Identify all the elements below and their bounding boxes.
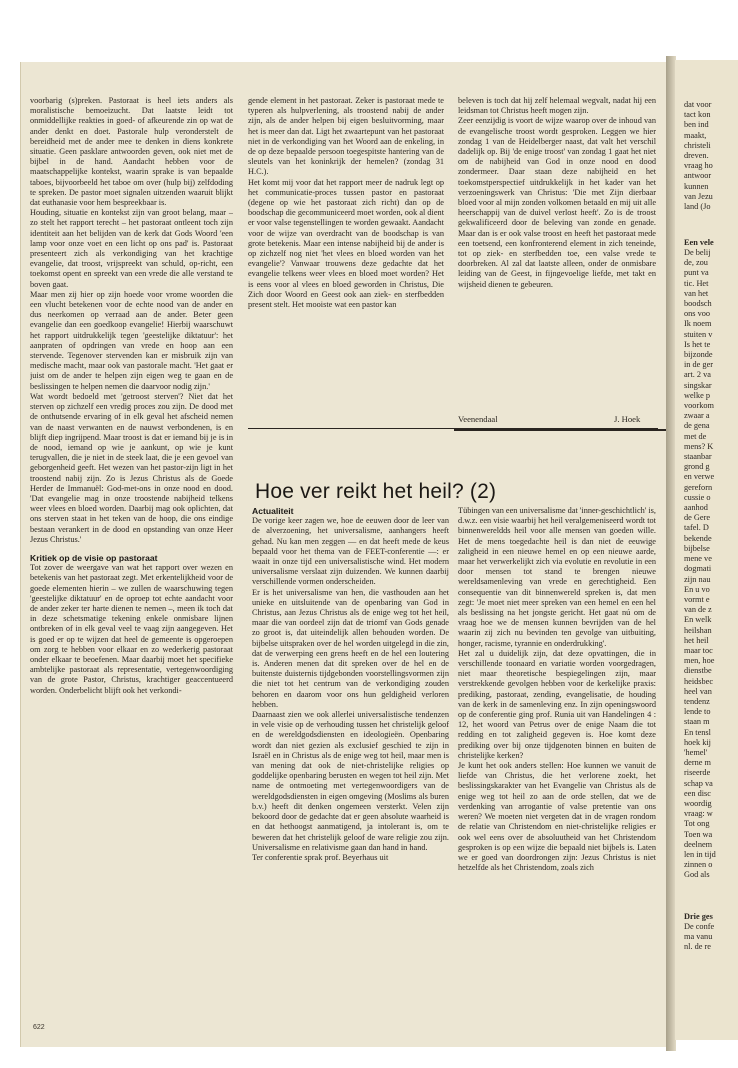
next-page-line: zijn nau: [684, 574, 711, 584]
next-page-line: tafel. D: [684, 523, 709, 533]
next-page-line: kunnen: [684, 181, 709, 191]
next-page-line: En welk: [684, 615, 712, 625]
next-page-line: staan m: [684, 717, 710, 727]
paragraph: Tot zover de weergave van wat het rapport over wezen en betekenis van het pastoraat zegt. Met erkentelijkheid voor de goede elementen hierin – we zullen de waarschuwing tegen 'geestelijke diktatuur' en de oproep tot echte aandacht voor de ander zeker ter harte dienen te nemen –, meen ik toch dat in deze schetsmatige tekening enkele onmisbare lijnen ontbreken of in elk geval veel te vaag zijn aangegeven. Het is goed er op te wijzen dat heel de gemeente is opgeroepen om zorg te hebben voor elkaar en zo wederkerig pastoraat onder elkaar te beoefenen. Maar daarbij moet het specifieke ambtelijke pastoraat als representatie, vertegenwoordiging van de grote Pastor, Christus, krachtiger geaccentueerd worden. Onderbelicht blijft ook het verkondi-: [30, 563, 233, 695]
next-page-line: van Jezu: [684, 191, 713, 201]
next-page-line: punt va: [684, 268, 709, 278]
paragraph: beleven is toch dat hij zelf helemaal wegvalt, nadat hij een leidsman tot Christus heeft mogen zijn.: [458, 96, 656, 116]
next-page-heading-1: Een vele: [684, 238, 714, 247]
next-page-line: land (Jo: [684, 202, 711, 212]
next-page-line: maar toc: [684, 645, 713, 655]
paragraph: Tübingen van een universalisme dat 'inner-geschichtlich' is, d.w.z. een visie waarbij het heil veralgemeniseerd wordt tot binnenwereldds heil voor alle mensen van goeden wille. Het de mens toegedachte heil is dan niet de eeuwige zaligheid in een nieuwe hemel en op een nieuwe aarde, maar het verwerkelijkt zich via evolutie en revolutie in een door mensen tot stand te brengen nieuwe wereldsamenleving van vrede en gerechtigheid. Een consequentie van dit binnenwereld spreken is, dat men zegt: 'Je moet niet meer spreken van een hemel en een hel als beslissing na het jongste gericht. Het gaat nú om de vraag hoe we de mensen kunnen bevrijden van de hel waarin zij zich nu bevinden ten gevolge van uitbuiting, honger, racisme, tyrannie en onderdrukking'.: [458, 506, 656, 648]
next-page-line: heilshan: [684, 625, 712, 635]
next-page-line: woordig: [684, 798, 712, 808]
top-column-2: [248, 96, 444, 426]
next-page-line: van de z: [684, 605, 712, 615]
next-page-line: boodsch: [684, 299, 712, 309]
paragraph: Daarnaast zien we ook allerlei universalistische tendenzen in vele visie op de verhouding tussen het christelijk geloof en de wereldgodsdiensten en ideologieën. Openbaring wordt dan niet gezien als exclusief geschied te zijn in Israël en in Christus als de enige weg tot heil, maar men is van mening dat ook de niet-christelijke religies op goddelijke openbaring berusten en wegen tot heil zijn. Met name de ontmoeting met vertegenwoordigers van de wereldgodsdiensten in eigen omgeving (Moslims als buren b.v.) heeft dit denken ongemeen versterkt. Velen zijn bekoord door de gedachte dat er geen absolute waarheid is en dat hethoogst aanmatigend, ja intolerant is, om te beweren dat het christelijk geloof de ware religie zou zijn. Universalisme en relativisme gaan dan hand in hand.: [252, 710, 449, 852]
paragraph: Maar men zij hier op zijn hoede voor vrome woorden die een vlucht betekenen voor de echte nood van de ander en dus neerkomen op verraad aan de ander. Beter geen evangelie dan een goedkoop evangelie! Hierbij waarschuwt het rapport uitdrukkelijk tegen 'geestelijke diktatuur': het aanpraten of opdringen van vrede en hoop aan een stervende. Tegenover stervenden kan er misbruik zijn van medische macht, maar ook van pastorale macht. 'Het gaat er juist om de ander te helpen zijn eigen weg te gaan en de beslissingen te helpen nemen die daarvoor nodig zijn.': [30, 289, 233, 391]
next-page-line: Ik noem: [684, 319, 712, 329]
top-column-1: [30, 96, 233, 1016]
next-page-line: derne m: [684, 758, 711, 768]
paragraph: Zeer eenzijdig is voort de wijze waarop over de inhoud van de evangelische troost wordt gesproken. Leggen we hier zondag 1 van de Heidelberger naast, dat valt het verschil dadelijk op. Bij 'de enige troost' van zondag 1 gaat het niet om de nabijheid van God in onze nood en dood zondermeer. Daar staan deze nabijheid en het toekomstperspectief uitdrukkelijk in het kader van het verzoeningswerk van Christus: 'Die met Zijn dierbaar bloed voor al mijn zonden volkomen betaald en mij uit alle heerschappij van de duivel verlost heeft'. Zo is de troost gekwalificeerd door de beleving van zonde en genade. Maar dan is er ook valse troost en heeft het pastoraat mede een toetsend, een konfronterend element in zich teneinde, tot op ziek- en sterfbedden toe, een valse vrede te doorbreken. Al zal dat laatste alleen, onder de onmisbare leiding van de Geest, in fijngevoelige liefde, met takt en wijsheid dienen te gebeuren.: [458, 116, 656, 289]
next-page-line: vraag: w: [684, 809, 713, 819]
next-page-line: grond g: [684, 462, 710, 472]
paragraph: Er is het universalisme van hen, die vasthouden aan het unieke en uitsluitende van de openbaring van God in Christus, aan Jezus Christus als de enige weg tot het heil, maar die van oordeel zijn dat de triomf van Gods genade zo groot is, dat uiteindelijk allen behouden worden. De bijbelse uitspraken over de hel worden uitgelegd in die zin, dat de verwerping een grens heeft en de hel een loutering is. Anderen menen dat dit spreken over de hel en de buitenste duisternis tijdgebonden voorstellingsvormen zijn die niet tot het centrum van de verkondiging zouden behoren en daarom voor ons hun geldigheid verloren hebben.: [252, 587, 449, 709]
next-page-line: bekende: [684, 533, 712, 543]
next-page-line: bijbelse: [684, 543, 710, 553]
section-divider: [454, 429, 666, 431]
next-page-line: aanhod: [684, 503, 708, 513]
next-page-line: het heil: [684, 635, 709, 645]
paragraph: voorbarig (s)preken. Pastoraat is heel iets anders als moralistische bemoeizucht. Dat laatste leidt tot onmiddellijke reakties in goed- of afkeurende zin op wat de ander denkt en doet. Pastorale hulp veronderstelt de bereidheid met de ander mee te denken in diens konkrete situatie. Geen pasklare antwoorden geven, ook niet met de bijbel in de hand. Aandacht hebben voor de maatschappelijke kontekst, waarin sprake is van bepaalde taboes, bijvoorbeeld het taboe om over (hulp bij) zelfdoding te spreken. De pastor moet signalen uitzenden waaruit blijkt dat euthanasie voor hem bespreekbaar is.: [30, 96, 233, 208]
next-page-line: dogmati: [684, 564, 712, 574]
next-page-line: vraag ho: [684, 161, 713, 171]
next-page-line: De confe: [684, 922, 715, 931]
next-page-line: heidsbec: [684, 676, 714, 686]
next-page-column-bottom: [684, 922, 738, 953]
next-page-line: de Gere: [684, 513, 711, 523]
next-page-line: bijzonde: [684, 350, 713, 360]
next-page-line: En tensl: [684, 727, 711, 737]
next-page-line: stuiten v: [684, 329, 713, 339]
next-page-line: van het: [684, 288, 709, 298]
next-page-line: tact kon: [684, 110, 711, 120]
next-page-line: in de ger: [684, 360, 714, 370]
next-page-line: gereforn: [684, 482, 713, 492]
next-page-line: 'hemel': [684, 747, 708, 757]
next-page-line: nl. de re: [684, 942, 711, 952]
next-page-line: cussie o: [684, 492, 711, 502]
next-page-line: Tot ong: [684, 819, 710, 829]
paragraph: gende element in het pastoraat. Zeker is pastoraat mede te typeren als hulpverlening, als troostend nabij de ander zijn, als de ander helpen bij eigen besluitvorming, maar het is meer dan dat. Ligt het zwaartepunt van het pastoraat niet in de verkondiging van het Woord aan de enkeling, in de op deze bepaalde persoon toegespitste hantering van de sleutels van het koninkrijk der hemelen? (zondag 31 H.C.).: [248, 96, 444, 177]
next-page-line: Is het te: [684, 339, 711, 349]
next-page-line: tendenz: [684, 696, 710, 706]
signature-place: Veenendaal: [458, 414, 498, 424]
next-page-line: Toen wa: [684, 829, 713, 839]
next-page-line: singskar: [684, 380, 712, 390]
next-page-line: ben ind: [684, 120, 709, 130]
next-page-line: mene ve: [684, 554, 712, 564]
next-page-line: ons voo: [684, 309, 711, 319]
next-page-line: ma vanu: [684, 932, 713, 942]
next-page-line: De belij: [684, 248, 711, 257]
paragraph: Het komt mij voor dat het rapport meer de nadruk legt op het communicatie-proces tussen pastor en pastoraat (degene op wie het pastoraat zich richt) dan op de boodschap die gecommuniceerd moet worden, ook al dient er voor valse tegenstellingen te worden gewaakt. Aandacht voor de wijze van overdracht van de boodschap is van grote betekenis. Maar een intense nabijheid bij de ander is op zichzelf nog niet 'het vlees en bloed worden van het evangelie'? Vanwaar trouwens deze gedachte dat het evangelie telkens weer vlees en bloed moet worden? Het is eens voor al vlees en bloed geworden in Christus, Die Zich door Woord en Geest ook aan ziek- en sterfbedden present stelt. Het mooiste wat een pastor kan: [248, 177, 444, 310]
paragraph: Houding, situatie en kontekst zijn van groot belang, maar – zo stelt het rapport terecht – het pastoraat ontleent toch zijn identiteit aan het belijden van de kerk dat Gods Woord 'een lamp voor onze voet en een licht op ons pad' is. Pastoraat presenteert zich als verkondiging van het krachtige evangelie, dat troost, vrijspreekt van schuld, op-richt, een toekomst opent en spreekt van een vrede die alle verstand te boven gaat.: [30, 208, 233, 289]
next-page-line: riseerde: [684, 768, 711, 778]
next-page-line: christeli: [684, 140, 711, 150]
next-page-line: art. 2 va: [684, 370, 711, 380]
next-page-line: een disc: [684, 788, 711, 798]
next-page-line: lende to: [684, 707, 711, 717]
next-page-line: maakt,: [684, 130, 707, 140]
article-title: Hoe ver reikt het heil? (2): [255, 480, 497, 503]
paragraph: De vorige keer zagen we, hoe de eeuwen door de leer van de alverzoening, het universalisme, aanhangers heeft gehad. Nu kan men zeggen — en dat heeft mede de keus bepaald voor het thema van de FEET-conferentie —: er waait in onze tijd een universalistische wind. Het modern universalisme verslaat zijn duizenden. We kunnen daarbij verschillende vormen onderscheiden.: [252, 516, 449, 587]
paragraph: Ter conferentie sprak prof. Beyerhaus uit: [252, 852, 389, 862]
next-page-line: dienstbe: [684, 666, 712, 676]
next-page-line: dreven.: [684, 151, 709, 161]
next-page-line: welke p: [684, 390, 711, 400]
next-page-line: men, hoe: [684, 656, 715, 666]
next-page-line: mens? K: [684, 441, 714, 451]
next-page-line: antwoor: [684, 171, 712, 181]
next-page-line: de gena: [684, 421, 710, 431]
next-page-line: met de: [684, 431, 707, 441]
next-page-heading-2: Drie ges: [684, 912, 713, 921]
next-page-line: zinnen o: [684, 860, 713, 870]
next-page-line: zwaar a: [684, 411, 710, 421]
next-page-line: en verwe: [684, 472, 715, 482]
next-page-line: hoek kij: [684, 737, 711, 747]
signature-author: J. Hoek: [614, 414, 641, 424]
next-page-line: tic. Het: [684, 278, 709, 288]
next-page-line: staanbar: [684, 452, 712, 462]
next-page-line: de, zou: [684, 258, 708, 268]
top-column-3: [458, 96, 656, 396]
next-page-line: voorkom: [684, 401, 714, 411]
bottom-column-2: [458, 506, 656, 1018]
next-page-line: deelnem: [684, 839, 713, 849]
sub-heading-kritiek: Kritiek op de visie op pastoraat: [30, 552, 158, 563]
next-page-column-top: [684, 100, 738, 212]
next-page-line: len in tijd: [684, 849, 716, 859]
bottom-column-1: [252, 506, 449, 1018]
next-page-column-mid: [684, 248, 738, 881]
paragraph: Het zal u duidelijk zijn, dat deze opvattingen, die in verschillende toonaard en variatie worden voorgedragen, niet maar theoretische bespiegelingen zijn, maar verstrekkende gevolgen hebben voor de kerkelijke praxis: prediking, pastoraat, zending, evangelisatie, de houding van de kerk in de samenleving enz. In zijn openingswoord op de conferentie ging prof. Runia uit van Handelingen 4 : 12, het woord van Petrus over de enige Naam die tot redding en tot zaligheid gegeven is. Hoe komt deze prediking over bij onze tijdgenoten binnen en buiten de christelijke kerken?: [458, 648, 656, 760]
next-page-line: dat voor: [684, 100, 712, 109]
next-page-line: God als: [684, 870, 710, 880]
sub-heading-actualiteit: Actualiteit: [252, 506, 294, 516]
next-page-line: En u vo: [684, 584, 710, 594]
next-page-line: heel van: [684, 686, 712, 696]
paragraph: Wat wordt bedoeld met 'getroost sterven'? Niet dat het sterven op zichzelf een vredig proces zou zijn. De dood met de onthutsende ervaring of in elk geval het afscheid nemen van de naast verwanten en de nauwst verbondenen, is en blijft diep ingrijpend. Maar troost is dat er iemand bij je is in de nood, iemand op wie je aankunt, op wie je kunt terugvallen, die je niet in de steek laat, die je een gevoel van geborgenheid geeft. Het wezen van het pastor-zijn ligt in het troostend nabij zijn. Zo is Jezus Christus als de Goede Herder de Immanuël: God-met-ons in onze nood en dood. 'Dat evangelie mag in onze troostende nabijheid telkens weer vlees en bloed worden. Daarbij mag ook oplichten, dat ons sterven staat in het teken van de hoop, die ons eindige bestaan verankert in de dood en opstanding van onze Heer Jezus Christus.': [30, 391, 233, 544]
next-page-line: vormt e: [684, 594, 710, 604]
paragraph: Je kunt het ook anders stellen: Hoe kunnen we vanuit de liefde van Christus, die het verlorene zoekt, het beslissingskarakter van het Evangelie van Christus als de enige weg tot heil zo aan de orde stellen, dat we de verdenking van arrogantie of valse pretentie van ons weren? We moeten niet vergeten dat in de vragen rondom de relatie van Christendom en niet-christelijke religies er ook wel eens over de absoluutheid van het Christendom gesproken is op een wijze die bepaald niet bijbels is. Laten we er goed van doordrongen zijn: Jezus Christus is niet hetzelfde als het Christendom, zoals zich: [458, 761, 656, 873]
next-page-line: schap va: [684, 778, 713, 788]
page-number: 622: [33, 1024, 45, 1031]
